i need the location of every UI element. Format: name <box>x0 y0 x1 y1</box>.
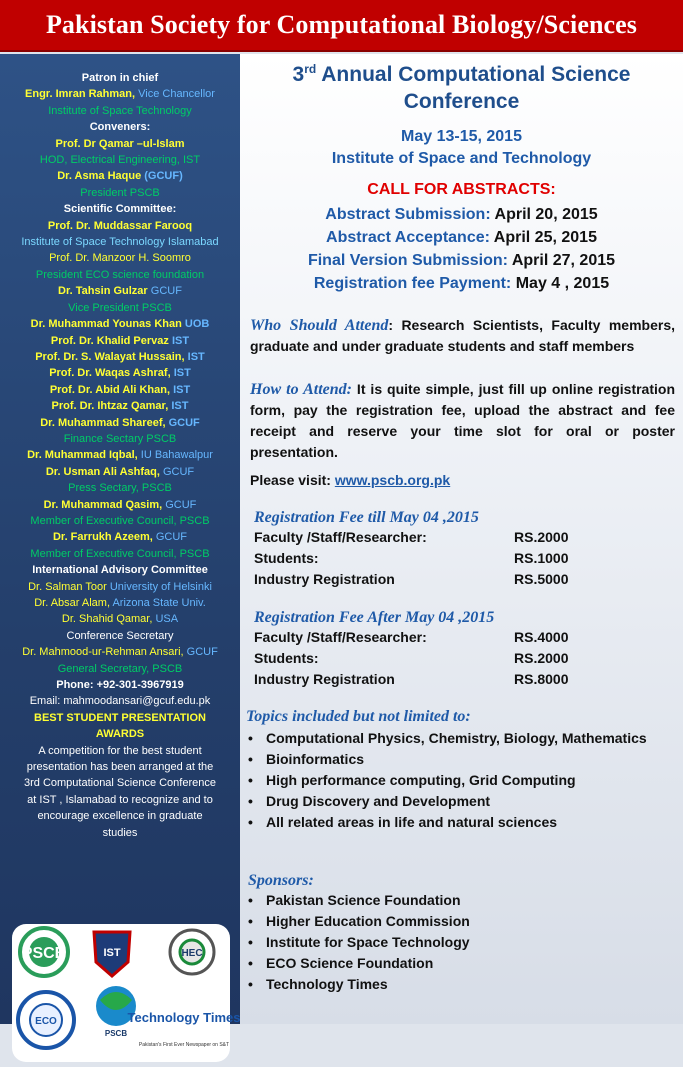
committee-line <box>0 628 240 644</box>
deadline-date: April 20, 2015 <box>490 206 598 223</box>
committee-text: Patron in chief <box>81 72 159 84</box>
committee-text: 3rd Computational Science Conference <box>23 777 216 790</box>
committee-line <box>0 382 240 398</box>
fee-category: Students: <box>254 650 319 666</box>
conference-title: 3rd Annual Computational Science <box>292 62 631 86</box>
pscb-logo <box>20 928 68 976</box>
call-for-abstracts: CALL FOR ABSTRACTS: <box>367 181 556 198</box>
committee-text: BEST STUDENT PRESENTATION <box>34 711 206 724</box>
committee-list <box>0 70 240 841</box>
committee-text: GCUF <box>168 416 200 429</box>
topic-item <box>248 793 678 809</box>
bullet-icon: • <box>248 730 253 746</box>
fee-category: Faculty /Staff/Researcher: <box>254 629 427 645</box>
conference-title-line2: Conference <box>403 90 520 113</box>
committee-text: Dr. Mahmood-ur-Rehman Ansari, <box>22 646 187 659</box>
committee-text: HOD, Electrical Engineering, IST <box>39 154 201 167</box>
committee-text: Dr. Muhammad Shareef, <box>40 416 169 429</box>
fee-category: Industry Registration <box>254 671 395 687</box>
deadline-label: Final Version Submission: <box>307 252 508 269</box>
committee-line <box>0 349 240 365</box>
committee-line <box>0 119 240 135</box>
committee-text: GCUF <box>155 531 188 544</box>
list-text: Higher Education Commission <box>266 913 470 929</box>
committee-text: GCUF <box>165 498 197 511</box>
committee-text: Prof. Dr. Ihtzaz Qamar, <box>51 400 172 413</box>
sponsor-item <box>248 913 678 929</box>
committee-text: IU Bahawalpur <box>140 449 213 462</box>
committee-text: President ECO science foundation <box>35 268 205 281</box>
committee-line <box>0 365 240 381</box>
society-title: Pakistan Society for Computational Biology/Sciences <box>45 10 638 39</box>
eco-logo <box>18 992 74 1048</box>
list-text: Institute for Space Technology <box>266 934 470 950</box>
committee-text: Vice Chancellor <box>138 88 215 101</box>
committee-text: USA <box>155 613 179 626</box>
committee-text: Prof. Dr. Abid Ali Khan, <box>49 383 174 396</box>
list-text: Computational Physics, Chemistry, Biology, Mathematics <box>266 730 647 746</box>
committee-text: Email: mahmoodansari@gcuf.edu.pk <box>29 695 211 708</box>
committee-text: IST <box>171 334 190 347</box>
hec-logo <box>170 930 214 974</box>
committee-line <box>0 283 240 299</box>
committee-text: Conference Secretary <box>66 629 174 642</box>
bullet-icon: • <box>248 814 253 830</box>
deadline-row <box>240 206 683 224</box>
committee-text: IST <box>173 367 191 380</box>
committee-text: Engr. Imran Rahman, <box>25 88 139 101</box>
committee-line <box>0 415 240 431</box>
committee-text: President PSCB <box>80 186 160 199</box>
fee-category: Students: <box>254 550 319 566</box>
committee-text: Press Sectary, PSCB <box>68 482 172 495</box>
svg-text:Technology Times: Technology Times <box>127 1010 241 1025</box>
committee-line <box>0 168 240 184</box>
committee-line <box>0 86 240 102</box>
committee-line <box>0 250 240 266</box>
fee-amount: RS.4000 <box>514 629 569 645</box>
sidebar-committee <box>0 54 241 1048</box>
committee-line <box>0 743 240 759</box>
topic-item <box>248 772 678 788</box>
committee-line <box>0 529 240 545</box>
committee-line <box>0 480 240 496</box>
svg-text:Pakistan's First Ever Newspape: Pakistan's First Ever Newspaper on S&T <box>138 1042 230 1048</box>
committee-text: Phone: +92-301-3967919 <box>56 679 184 692</box>
deadline-date: May 4 , 2015 <box>511 275 610 292</box>
how-to-attend: How to Attend: It is quite simple, just fill up online registration form, pay the registration fee, upload the abstract and fee receipt and reserve your time slot for oral or poster presentation. <box>250 381 675 460</box>
fee-amount: RS.1000 <box>514 550 569 566</box>
list-text: Bioinformatics <box>266 751 365 767</box>
committee-text: GCUF <box>162 465 195 478</box>
committee-line <box>0 431 240 447</box>
committee-line <box>0 300 240 316</box>
committee-text: Prof. Dr. Manzoor H. Soomro <box>49 252 191 265</box>
topic-item <box>248 730 678 746</box>
fee-row <box>254 529 654 550</box>
svg-text:HEC: HEC <box>181 948 203 959</box>
sponsor-item <box>248 934 678 950</box>
committee-line <box>0 513 240 529</box>
committee-line <box>0 579 240 595</box>
sponsor-item <box>248 976 678 992</box>
who-should-attend: Who Should Attend: Research Scientists, Faculty members, graduate and under graduate students and staff members <box>250 317 675 354</box>
list-text: All related areas in life and natural sciences <box>266 814 558 830</box>
bullet-icon: • <box>248 772 253 788</box>
committee-text: IST <box>187 350 205 363</box>
committee-text: Vice President PSCB <box>68 301 172 314</box>
header-banner <box>0 0 683 52</box>
committee-line <box>0 644 240 660</box>
fee-early-heading: Registration Fee till May 04 ,2015 <box>254 509 479 526</box>
bullet-icon: • <box>248 934 253 950</box>
committee-text: Prof. Dr. Muddassar Farooq <box>47 219 193 232</box>
committee-text: Dr. Farrukh Azeem, <box>52 531 156 544</box>
deadline-row <box>240 229 683 247</box>
fee-row <box>254 650 654 671</box>
svg-text:PSCB: PSCB <box>104 1029 128 1038</box>
committee-line <box>0 497 240 513</box>
svg-text:PSCB: PSCB <box>21 945 67 962</box>
list-text: Technology Times <box>266 976 388 992</box>
committee-text: University of Helsinki <box>109 580 212 593</box>
fee-category: Faculty /Staff/Researcher: <box>254 529 427 545</box>
committee-line <box>0 546 240 562</box>
conference-venue: Institute of Space and Technology <box>331 150 592 167</box>
committee-line <box>0 710 240 726</box>
committee-text: presentation has been arranged at the <box>26 761 214 774</box>
deadline-label: Registration fee Payment: <box>313 275 512 292</box>
committee-line <box>0 759 240 775</box>
committee-line <box>0 562 240 578</box>
list-text: Drug Discovery and Development <box>266 793 491 809</box>
committee-text: Institute of Space Technology Islamabad <box>21 236 219 249</box>
committee-line <box>0 70 240 86</box>
fee-row <box>254 629 654 650</box>
deadline-date: April 25, 2015 <box>489 229 597 246</box>
committee-text: GCUF <box>186 646 218 659</box>
fee-row <box>254 571 654 592</box>
committee-line <box>0 267 240 283</box>
deadline-label: Abstract Submission: <box>325 206 491 223</box>
committee-text: AWARDS <box>95 728 145 741</box>
committee-text: Scientific Committee: <box>63 203 177 216</box>
committee-text: General Secretary, PSCB <box>57 662 183 675</box>
committee-line <box>0 726 240 742</box>
committee-text: Dr. Muhammad Qasim, <box>43 498 166 511</box>
committee-text: Member of Executive Council, PSCB <box>30 547 210 560</box>
committee-text: Dr. Muhammad Younas Khan <box>30 318 185 331</box>
sponsor-item <box>248 892 678 908</box>
committee-line <box>0 234 240 250</box>
fee-row <box>254 550 654 571</box>
conference-dates: May 13-15, 2015 <box>401 128 522 145</box>
committee-text: studies <box>102 826 138 839</box>
committee-line <box>0 792 240 808</box>
sponsor-logos <box>12 924 241 1062</box>
visit-line: Please visit: www.pscb.org.pk <box>250 472 451 488</box>
committee-text: Prof. Dr. S. Walayat Hussain, <box>35 350 188 363</box>
svg-text:ECO: ECO <box>35 1016 57 1027</box>
topic-item <box>248 814 678 830</box>
committee-text: Conveners: <box>89 121 151 134</box>
committee-text: Arizona State Univ. <box>112 597 206 609</box>
committee-line <box>0 693 240 709</box>
committee-text: Prof. Dr Qamar –ul-Islam <box>55 137 185 150</box>
website-link[interactable]: www.pscb.org.pk <box>334 472 451 488</box>
committee-text: at IST , Islamabad to recognize and to <box>27 793 213 806</box>
committee-text: Institute of Space Technology <box>48 104 192 117</box>
committee-line <box>0 316 240 332</box>
deadline-date: April 27, 2015 <box>508 252 616 269</box>
committee-text: Prof. Dr. Khalid Pervaz <box>50 334 172 347</box>
committee-text: Prof. Dr. Waqas Ashraf, <box>49 367 174 380</box>
main-content <box>240 54 683 1024</box>
committee-text: (GCUF) <box>144 170 183 183</box>
fee-amount: RS.2000 <box>514 529 569 545</box>
deadline-row <box>240 275 683 293</box>
fee-amount: RS.8000 <box>514 671 569 687</box>
committee-line <box>0 677 240 693</box>
committee-text: Member of Executive Council, PSCB <box>30 514 210 527</box>
committee-text: Dr. Usman Ali Ashfaq, <box>45 465 163 478</box>
committee-text: Dr. Tahsin Gulzar <box>58 285 151 298</box>
committee-line <box>0 185 240 201</box>
committee-line <box>0 808 240 824</box>
list-text: ECO Science Foundation <box>266 955 434 971</box>
topic-item <box>248 751 678 767</box>
technology-times-logo <box>128 1010 241 1048</box>
list-text: High performance computing, Grid Computing <box>266 772 576 788</box>
committee-text: International Advisory Committee <box>32 564 208 577</box>
committee-text: Dr. Asma Haque <box>57 170 145 183</box>
committee-line <box>0 775 240 791</box>
committee-line <box>0 333 240 349</box>
bullet-icon: • <box>248 751 253 767</box>
committee-text: A competition for the best student <box>38 744 202 757</box>
bullet-icon: • <box>248 955 253 971</box>
committee-line <box>0 201 240 217</box>
deadline-label: Abstract Acceptance: <box>326 229 490 246</box>
fee-amount: RS.2000 <box>514 650 569 666</box>
svg-text:IST: IST <box>103 947 121 959</box>
committee-line <box>0 103 240 119</box>
committee-line <box>0 611 240 627</box>
committee-text: UOB <box>184 318 210 331</box>
bullet-icon: • <box>248 976 253 992</box>
committee-text: IST <box>171 400 189 413</box>
committee-line <box>0 825 240 841</box>
ist-logo <box>94 932 130 976</box>
fee-amount: RS.5000 <box>514 571 569 587</box>
committee-text: GCUF <box>150 285 182 298</box>
committee-line <box>0 136 240 152</box>
committee-text: Dr. Salman Toor <box>28 580 110 593</box>
sponsors-heading: Sponsors: <box>248 872 314 889</box>
committee-text: Dr. Shahid Qamar, <box>61 613 156 626</box>
committee-line <box>0 464 240 480</box>
fee-late-heading: Registration Fee After May 04 ,2015 <box>254 609 495 626</box>
committee-text: encourage excellence in graduate <box>37 810 203 823</box>
committee-line <box>0 152 240 168</box>
bullet-icon: • <box>248 892 253 908</box>
topics-heading: Topics included but not limited to: <box>246 708 471 725</box>
bullet-icon: • <box>248 793 253 809</box>
list-text: Pakistan Science Foundation <box>266 892 461 908</box>
committee-line <box>0 398 240 414</box>
committee-line <box>0 595 240 611</box>
committee-line <box>0 447 240 463</box>
committee-text: IST <box>173 383 191 396</box>
committee-text: Dr. Absar Alam, <box>34 597 113 609</box>
sponsor-item <box>248 955 678 971</box>
deadline-row <box>240 252 683 270</box>
bullet-icon: • <box>248 913 253 929</box>
fee-category: Industry Registration <box>254 571 395 587</box>
fee-row <box>254 671 654 692</box>
committee-line <box>0 661 240 677</box>
committee-line <box>0 218 240 234</box>
committee-text: Dr. Muhammad Iqbal, <box>27 449 141 462</box>
committee-text: Finance Sectary PSCB <box>63 432 177 445</box>
